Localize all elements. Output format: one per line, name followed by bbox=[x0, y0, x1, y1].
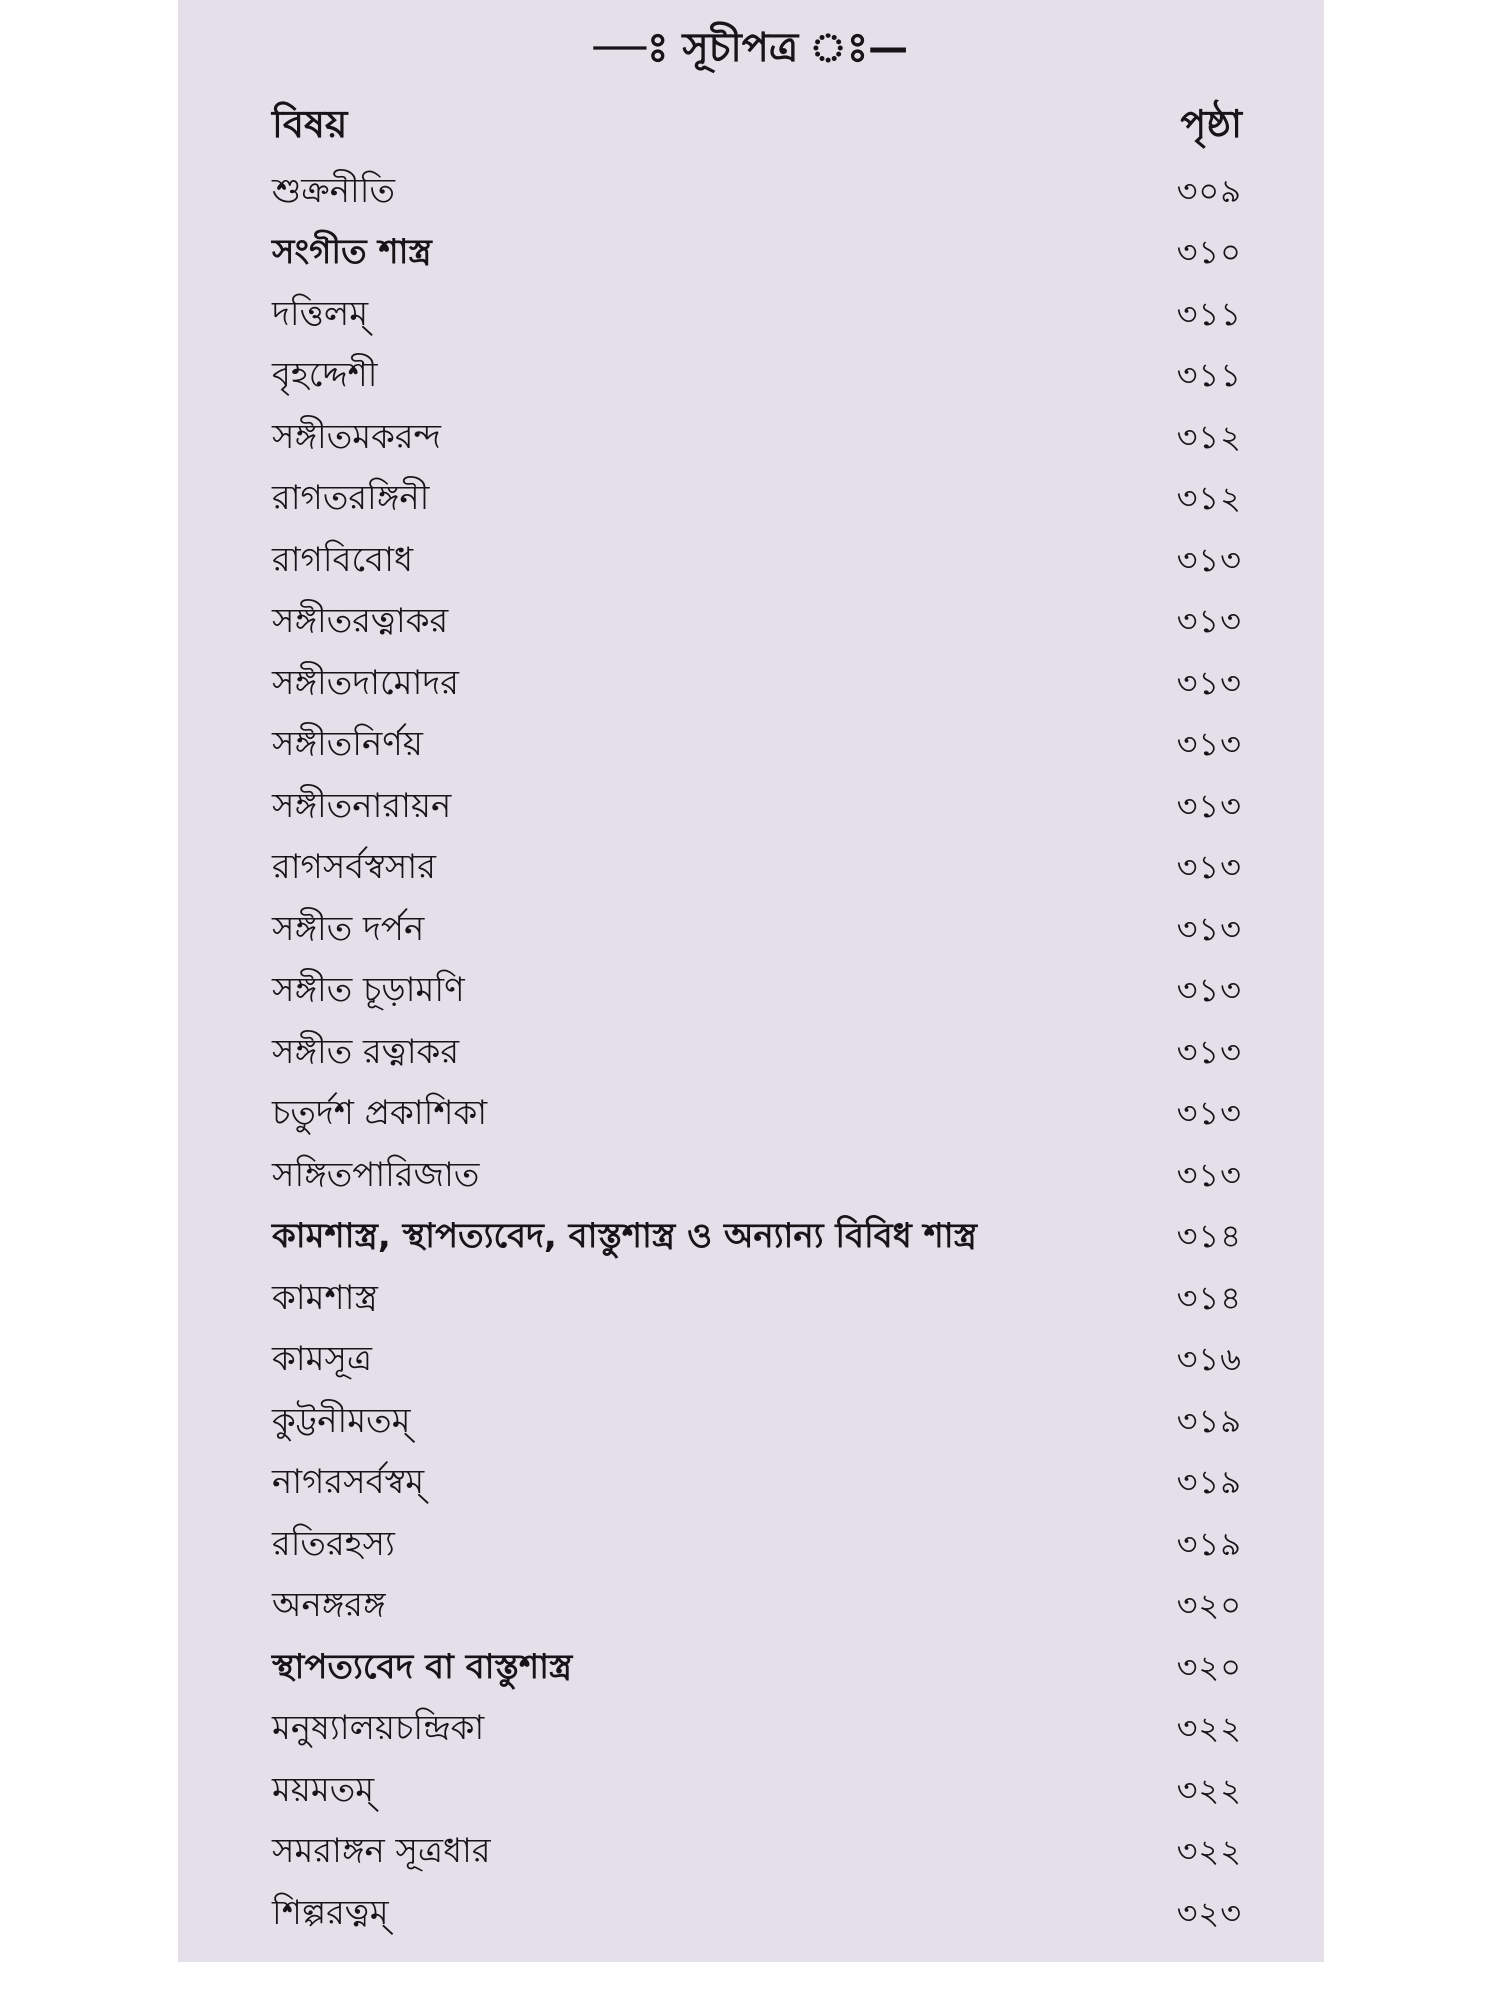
entry-title: সঙ্গীত চূড়ামণি bbox=[272, 970, 465, 1011]
entry-title: স্থাপত্যবেদ বা বাস্তুশাস্ত্র bbox=[272, 1646, 573, 1687]
entry-page-number: ৩১৬ bbox=[1176, 1340, 1242, 1379]
entry-page-number: ৩১৩ bbox=[1176, 909, 1242, 948]
page-column-header: পৃষ্ঠা bbox=[1180, 102, 1242, 146]
entry-page-number: ৩২০ bbox=[1176, 1586, 1242, 1625]
entry-title: রতিরহস্য bbox=[272, 1523, 395, 1564]
list-item bbox=[272, 1759, 1242, 1821]
list-item bbox=[272, 1575, 1242, 1637]
entry-page-number: ৩২৩ bbox=[1176, 1893, 1242, 1932]
list-item bbox=[272, 837, 1242, 899]
entry-title: ময়মতম্ bbox=[272, 1769, 375, 1810]
contents-list bbox=[272, 160, 1242, 1944]
list-item bbox=[272, 468, 1242, 530]
entry-page-number: ৩১৪ bbox=[1176, 1278, 1242, 1317]
entry-title: সংগীত শাস্ত্র bbox=[272, 232, 432, 273]
entry-title: সঙ্গীতদামোদর bbox=[272, 662, 459, 703]
entry-title: সঙ্গীত দর্পন bbox=[272, 908, 425, 949]
entry-title: চতুর্দশ প্রকাশিকা bbox=[272, 1093, 488, 1134]
list-item bbox=[272, 1267, 1242, 1329]
entry-page-number: ৩১১ bbox=[1176, 356, 1242, 395]
list-item bbox=[272, 160, 1242, 222]
entry-title: সঙ্গীতমকরন্দ bbox=[272, 416, 441, 457]
entry-page-number: ৩২০ bbox=[1176, 1647, 1242, 1686]
list-item bbox=[272, 1390, 1242, 1452]
entry-page-number: ৩২২ bbox=[1176, 1832, 1242, 1871]
page-heading: —ঃ সূচীপত্র ঃ— bbox=[593, 25, 909, 71]
list-item bbox=[272, 1021, 1242, 1083]
entry-title: মনুষ্যালয়চন্দ্রিকা bbox=[272, 1708, 485, 1749]
entry-page-number: ৩০৯ bbox=[1176, 171, 1242, 210]
entry-title: বৃহদ্দেশী bbox=[272, 355, 378, 396]
list-item bbox=[272, 1083, 1242, 1145]
list-item bbox=[272, 1452, 1242, 1514]
entry-page-number: ৩১১ bbox=[1176, 294, 1242, 333]
list-item bbox=[272, 1882, 1242, 1944]
list-item bbox=[272, 1821, 1242, 1883]
list-item bbox=[272, 345, 1242, 407]
list-item bbox=[272, 1698, 1242, 1760]
entry-page-number: ৩১৩ bbox=[1176, 540, 1242, 579]
section-heading-row bbox=[272, 1636, 1242, 1698]
list-item bbox=[272, 714, 1242, 776]
entry-page-number: ৩১৪ bbox=[1176, 1217, 1242, 1256]
entry-title: শুক্রনীতি bbox=[272, 170, 395, 211]
entry-page-number: ৩১৩ bbox=[1176, 1032, 1242, 1071]
list-item bbox=[272, 283, 1242, 345]
list-item bbox=[272, 529, 1242, 591]
entry-page-number: ৩১০ bbox=[1176, 233, 1242, 272]
list-item bbox=[272, 1329, 1242, 1391]
list-item bbox=[272, 652, 1242, 714]
entry-page-number: ৩১৩ bbox=[1176, 1094, 1242, 1133]
entry-page-number: ৩১৯ bbox=[1176, 1524, 1242, 1563]
contents-page bbox=[178, 0, 1324, 1962]
entry-page-number: ৩১৩ bbox=[1176, 663, 1242, 702]
entry-page-number: ৩১৩ bbox=[1176, 786, 1242, 825]
list-item bbox=[272, 775, 1242, 837]
entry-page-number: ৩১৩ bbox=[1176, 1155, 1242, 1194]
entry-title: শিল্পরত্নম্ bbox=[272, 1892, 389, 1933]
entry-title: রাগবিবোধ bbox=[272, 539, 413, 580]
entry-title: সঙ্গিতপারিজাত bbox=[272, 1154, 480, 1195]
entry-page-number: ৩১৩ bbox=[1176, 602, 1242, 641]
list-item bbox=[272, 1513, 1242, 1575]
entry-title: কামসূত্র bbox=[272, 1339, 372, 1380]
section-heading-row bbox=[272, 1206, 1242, 1268]
entry-title: সঙ্গীতনারায়ন bbox=[272, 785, 452, 826]
subject-column-header: বিষয় bbox=[272, 102, 348, 146]
list-item bbox=[272, 1144, 1242, 1206]
entry-page-number: ৩২২ bbox=[1176, 1709, 1242, 1748]
entry-page-number: ৩১৩ bbox=[1176, 971, 1242, 1010]
entry-title: কুট্টনীমতম্ bbox=[272, 1400, 411, 1441]
entry-title: সঙ্গীত রত্নাকর bbox=[272, 1031, 460, 1072]
entry-title: কামশাস্ত্র bbox=[272, 1277, 378, 1318]
entry-title: দত্তিলম্ bbox=[272, 293, 369, 334]
entry-page-number: ৩২২ bbox=[1176, 1770, 1242, 1809]
entry-page-number: ৩১২ bbox=[1176, 417, 1242, 456]
list-item bbox=[272, 406, 1242, 468]
entry-page-number: ৩১৯ bbox=[1176, 1401, 1242, 1440]
section-heading-row bbox=[272, 222, 1242, 284]
entry-title: অনঙ্গরঙ্গ bbox=[272, 1585, 386, 1626]
entry-title: সঙ্গীতরত্নাকর bbox=[272, 601, 449, 642]
entry-title: নাগরসর্বস্বম্ bbox=[272, 1462, 425, 1503]
entry-title: সমরাঙ্গন সূত্রধার bbox=[272, 1831, 491, 1872]
list-item bbox=[272, 960, 1242, 1022]
entry-page-number: ৩১২ bbox=[1176, 479, 1242, 518]
entry-title: কামশাস্ত্র, স্থাপত্যবেদ, বাস্তুশাস্ত্র ও অন্যান্য বিবিধ শাস্ত্র bbox=[272, 1216, 977, 1257]
entry-title: রাগতরঙ্গিনী bbox=[272, 478, 430, 519]
entry-page-number: ৩১৩ bbox=[1176, 848, 1242, 887]
list-item bbox=[272, 898, 1242, 960]
entry-title: সঙ্গীতনির্ণয় bbox=[272, 724, 423, 765]
entry-title: রাগসর্বস্বসার bbox=[272, 847, 436, 888]
entry-page-number: ৩১৯ bbox=[1176, 1463, 1242, 1502]
list-item bbox=[272, 591, 1242, 653]
entry-page-number: ৩১৩ bbox=[1176, 725, 1242, 764]
